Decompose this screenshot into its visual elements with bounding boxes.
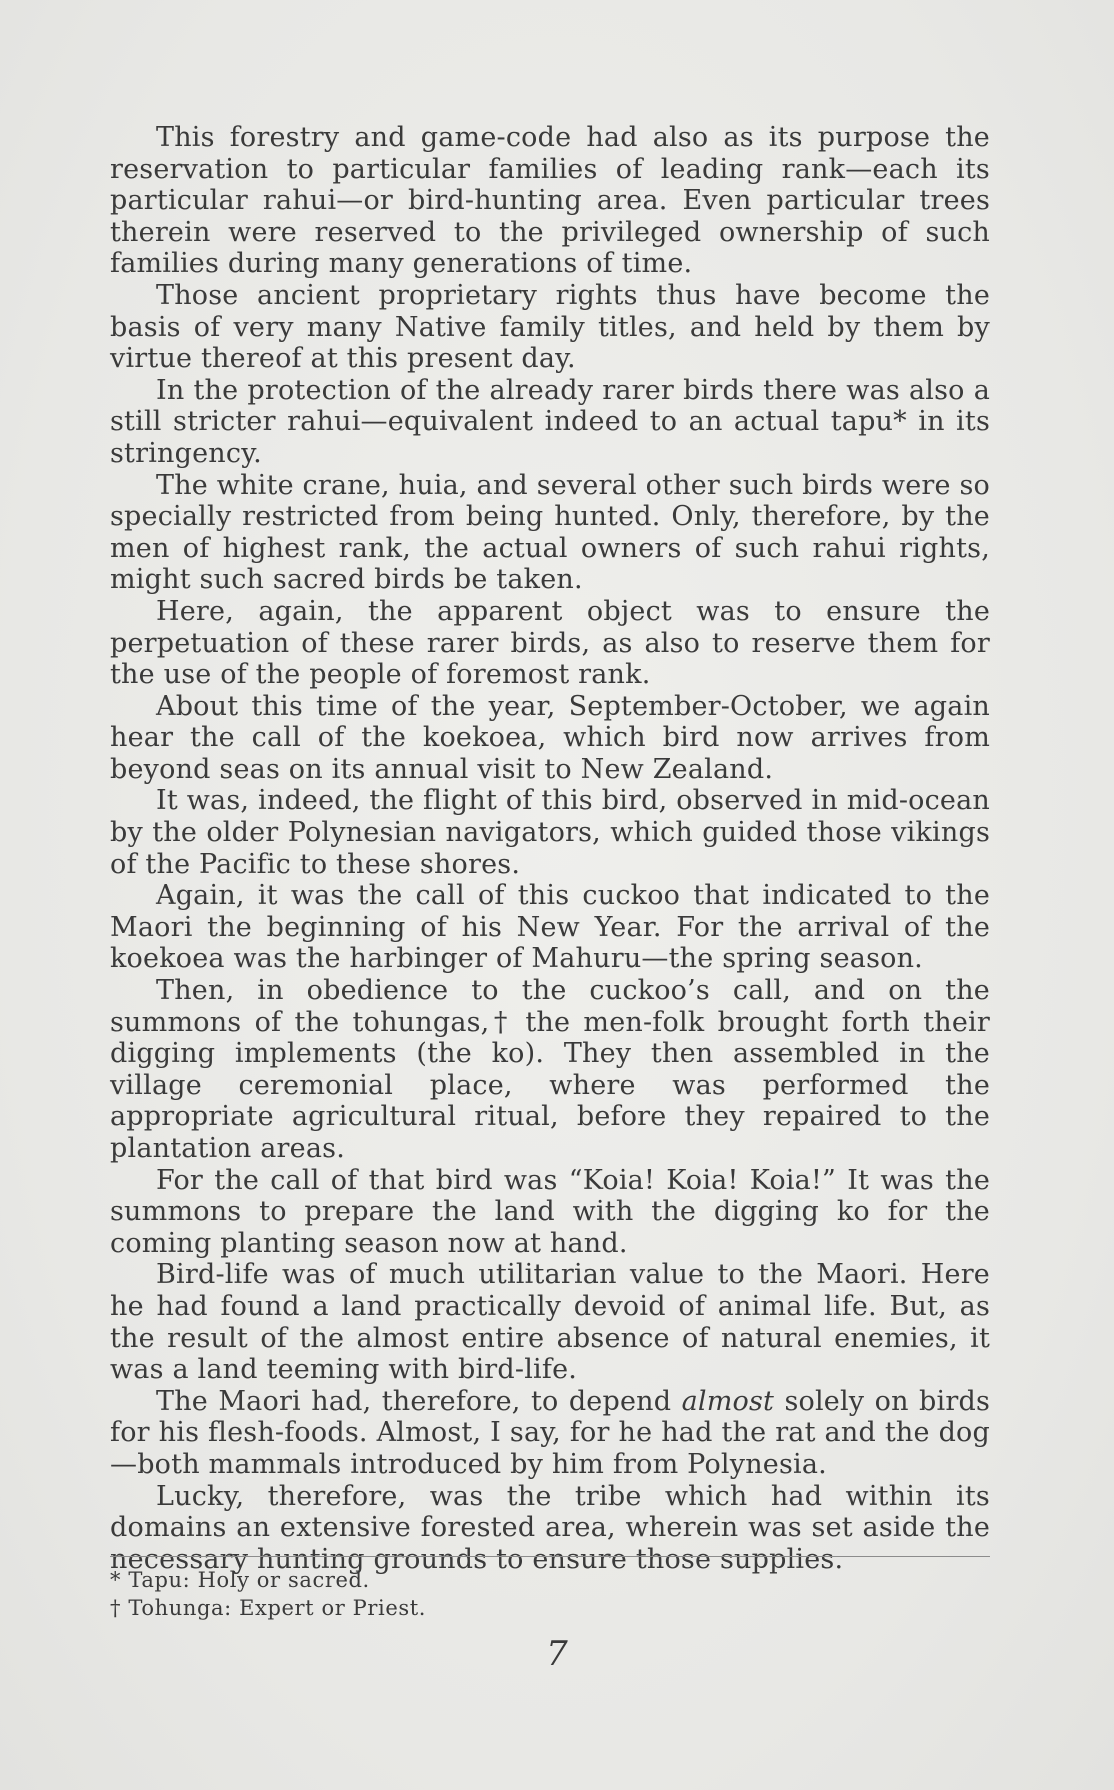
footnote-tohunga: † Tohunga: Expert or Priest. [110,1596,427,1620]
paragraph-text: The Maori had, therefore, to depend [156,1385,682,1417]
paragraph: In the protection of the already rarer birds there was also a still stricter rahui—equivalent indeed to an actual tapu* in its stringency. [110,374,990,469]
paragraph: The white crane, huia, and several other such birds were so specially restricted from being hunted. Only, therefore, by the men of highest rank, the actual owners of such rahui rights, might such sacred birds be taken. [110,469,990,596]
paragraph: Here, again, the apparent object was to ensure the perpetuation of these rarer birds, as also to reserve them for the use of the people of foremost rank. [110,595,990,691]
emphasized-word: almost [681,1385,775,1417]
paragraph: It was, indeed, the flight of this bird, observed in mid-ocean by the older Polynesian navigators, which guided those vikings of the Pacific to these shores. [110,785,990,880]
footnote-tapu: * Tapu: Holy or sacred. [110,1568,370,1592]
footnotes [110,1566,910,1622]
paragraph: Then, in obedience to the cuckoo’s call, and on the summons of the tohungas,† the men-folk brought forth their digging implements (the ko). They then assembled in the village ceremonial place, where was performed the appropriate agricultural ritual, before they repaired to the plantation areas. [110,975,990,1164]
paragraph-text: solely on birds for his flesh-foods. Almost, I say, for he had the rat and the dog—both mammals introduced by him from Polynesia. [110,1385,990,1480]
paragraph: Lucky, therefore, was the tribe which had within its domains an extensive forested area, wherein was set aside the necessary hunting grounds to ensure those supplies. [110,1480,990,1575]
footnote-divider [110,1556,990,1557]
paragraph: Those ancient proprietary rights thus have become the basis of very many Native family titles, and held by them by virtue thereof at this present day. [110,279,990,375]
body-text [110,122,990,1575]
paragraph: About this time of the year, September-October, we again hear the call of the koekoea, which bird now arrives from beyond seas on its annual visit to New Zealand. [110,690,990,785]
paragraph: Bird-life was of much utilitarian value to the Maori. Here he had found a land practically devoid of animal life. But, as the result of the almost entire absence of natural enemies, it was a land teeming with bird-life. [110,1259,990,1386]
paragraph [110,1386,990,1481]
paragraph: Again, it was the call of this cuckoo that indicated to the Maori the beginning of his New Year. For the arrival of the koekoea was the harbinger of Mahuru—the spring season. [110,880,990,975]
page-number: 7 [546,1634,568,1674]
paragraph: This forestry and game-code had also as its purpose the reservation to particular families of leading rank—each its particular rahui—or bird-hunting area. Even particular trees therein were reserved to the privileged ownership of such families during many generations of time. [110,122,990,280]
paragraph: For the call of that bird was “Koia! Koia! Koia!” It was the summons to prepare the land with the digging ko for the coming planting season now at hand. [110,1164,990,1259]
